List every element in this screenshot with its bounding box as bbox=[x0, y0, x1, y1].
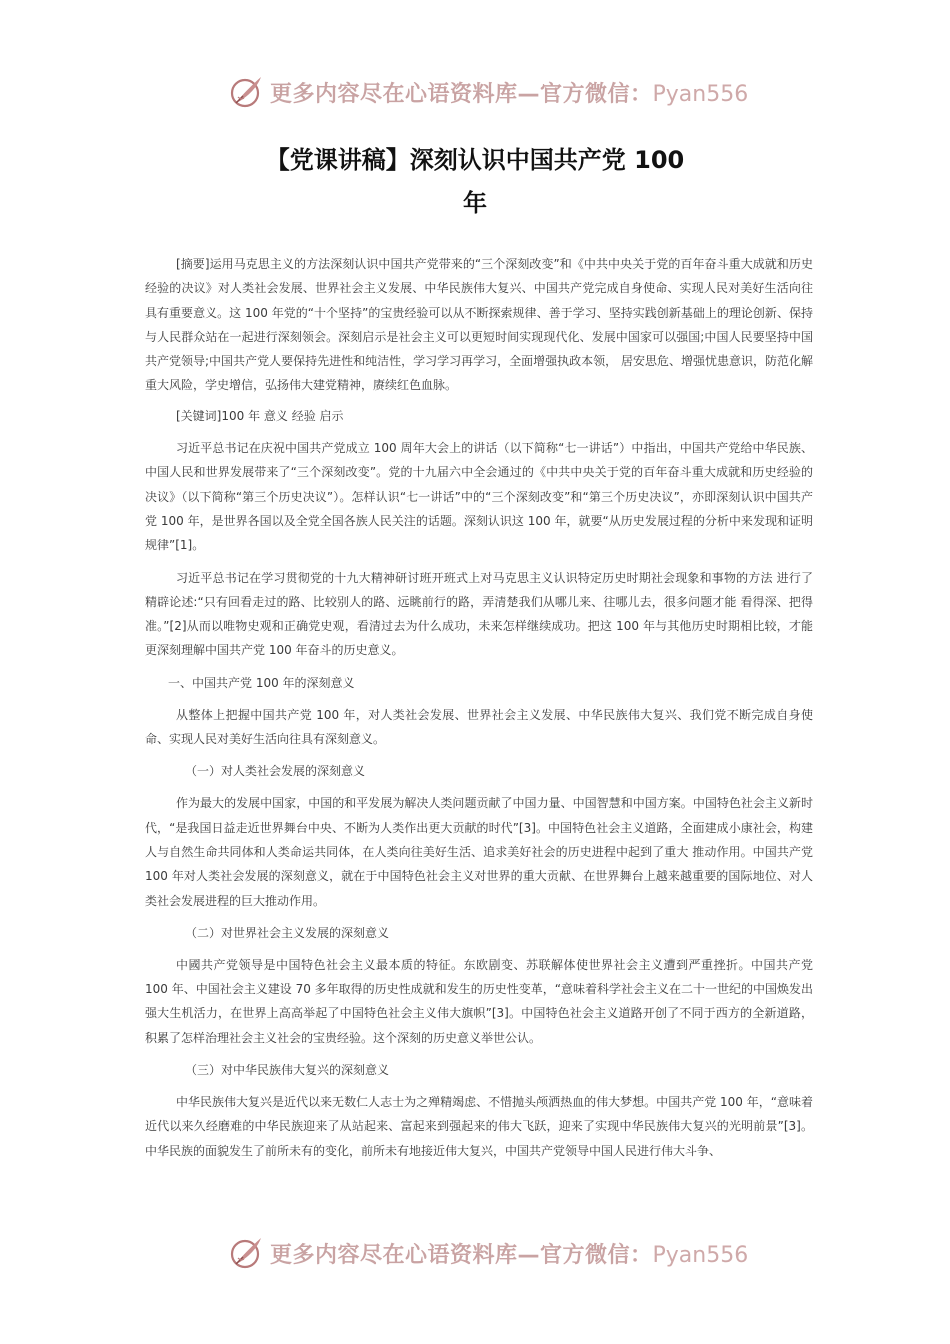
page-title-line2: 年 bbox=[463, 189, 487, 217]
keywords-paragraph: [关键词]100 年 意义 经验 启示 bbox=[176, 408, 344, 423]
paragraph-5: 中國共产党领导是中国特色社会主义最本质的特征。东欧剧变、苏联解体使世界社会主义遭到严重挫折。中国共产党 100 年、中国社会主义建设 70 多年取得的历史性成就和发生的历史性变革，“意味着科学社会主义在二十一世纪的中国焕发出强大生机活力，在世界上高高举起了中国特色社会主义伟大旗帜”[3]。中国特色社会主义道路开创了不同于西方的全新道路，积累了怎样治理社会主义社会的宝贵经验。这个深刻的历史意义举世公认。 bbox=[145, 957, 813, 1045]
banner-text bbox=[270, 1238, 748, 1269]
paragraph-6: 中华民族伟大复兴是近代以来无数仁人志士为之殚精竭虑、不惜抛头颅洒热血的伟大梦想。中国共产党 100 年，“意味着近代以来久经磨难的中华民族迎来了从站起来、富起来到强起来的伟大飞跃，迎来了实现中华民族伟大复兴的光明前景”[3]。中华民族的面貌发生了前所未有的变化，前所未有地接近伟大复兴，中国共产党领导中国人民进行伟大斗争、 bbox=[145, 1095, 813, 1158]
paragraph-3: 从整体上把握中国共产党 100 年，对人类社会发展、世界社会主义发展、中华民族伟大复兴、我们党不断完成自身使命、实现人民对美好生活向往具有深刻意义。 bbox=[145, 707, 813, 747]
quill-pen-logo-icon bbox=[228, 73, 266, 111]
page-title-line1: 【党课讲稿】深刻认识中国共产党 100 bbox=[265, 146, 685, 174]
banner-prefix: 更多内容尽在心语资料库—官方微信： bbox=[270, 81, 653, 107]
wechat-id: Pyan556 bbox=[652, 81, 749, 107]
abstract-paragraph: [摘要]运用马克思主义的方法深刻认识中国共产党带来的“三个深刻改变”和《中共中央关于党的百年奋斗重大成就和历史经验的决议》对人类社会发展、世界社会主义发展、中华民族伟大复兴、中国共产党完成自身使命、实现人民对美好生活向往具有重要意义。这 100 年党的“十个坚持”的宝贵经验可以从不断探索规律、善于学习、坚持实践创新基础上的理论创新、保持与人民群众站在一起进行深刻领会。深刻启示是社会主义可以更短时间实现现代化、发展中国家可以强国;中国人民要坚持中国共产党领导;中国共产党人要保持先进性和纯洁性，学习学习再学习，全面增强执政本领， 居安思危、增强忧患意识，防范化解重大风险，学史增信，弘扬伟大建党精神，赓续红色血脉。 bbox=[145, 257, 813, 393]
watermark-banner-top bbox=[0, 72, 950, 112]
subsection-heading-2: （二）对世界社会主义发展的深刻意义 bbox=[185, 925, 390, 940]
paragraph-4: 作为最大的发展中国家，中国的和平发展为解决人类问题贡献了中国力量、中国智慧和中国方案。中国特色社会主义新时代，“是我国日益走近世界舞台中央、不断为人类作出更大贡献的时代”[3]。中国特色社会主义道路，全面建成小康社会，构建人与自然生命共同体和人类命运共同体，在人类向往美好生活、追求美好社会的历史进程中起到了重大 推动作用。中国共产党 100 年对人类社会发展的深刻意义，就在于中国特色社会主义对世界的重大贡献、在世界舞台上越来越重要的国际地位、对人类社会发展进程的巨大推动作用。 bbox=[145, 796, 813, 908]
paragraph-1: 习近平总书记在庆祝中国共产党成立 100 周年大会上的讲话（以下简称“七一讲话”）中指出，中国共产党给中华民族、中国人民和世界发展带来了“三个深刻改变”。党的十九届六中全会通过的《中共中央关于党的百年奋斗重大成就和历史经验的决议》（以下简称“第三个历史决议”）。怎样认识“七一讲话”中的“三个深刻改变”和“第三个历史决议”，亦即深刻认识中国共产党 100 年，是世界各国以及全党全国各族人民关注的话题。深刻认识这 100 年，就要“从历史发展过程的分析中来发现和证明规律”[1]。 bbox=[145, 441, 813, 553]
banner-prefix: 更多内容尽在心语资料库—官方微信： bbox=[270, 1242, 653, 1268]
watermark-banner-bottom bbox=[0, 1233, 950, 1273]
paragraph-2: 习近平总书记在学习贯彻党的十九大精神研讨班开班式上对马克思主义认识特定历史时期社会现象和事物的方法 进行了精辟论述:“只有回看走过的路、比较别人的路、远眺前行的路，弄清楚我们从哪儿来、往哪儿去，很多问题才能 看得深、把得准。”[2]从而以唯物史观和正确党史观，看清过去为什么成功，未来怎样继续成功。把这 100 年与其他历史时期相比较，才能更深刻理解中国共产党 100 年奋斗的历史意义。 bbox=[145, 570, 813, 658]
subsection-heading-3: （三）对中华民族伟大复兴的深刻意义 bbox=[185, 1063, 390, 1078]
document-body bbox=[145, 252, 813, 1163]
quill-pen-logo-icon bbox=[228, 1234, 266, 1272]
section-heading-1: 一、中国共产党 100 年的深刻意义 bbox=[168, 675, 355, 690]
wechat-id: Pyan556 bbox=[652, 1242, 749, 1268]
subsection-heading-1: （一）对人类社会发展的深刻意义 bbox=[185, 764, 366, 779]
banner-text bbox=[270, 77, 748, 108]
